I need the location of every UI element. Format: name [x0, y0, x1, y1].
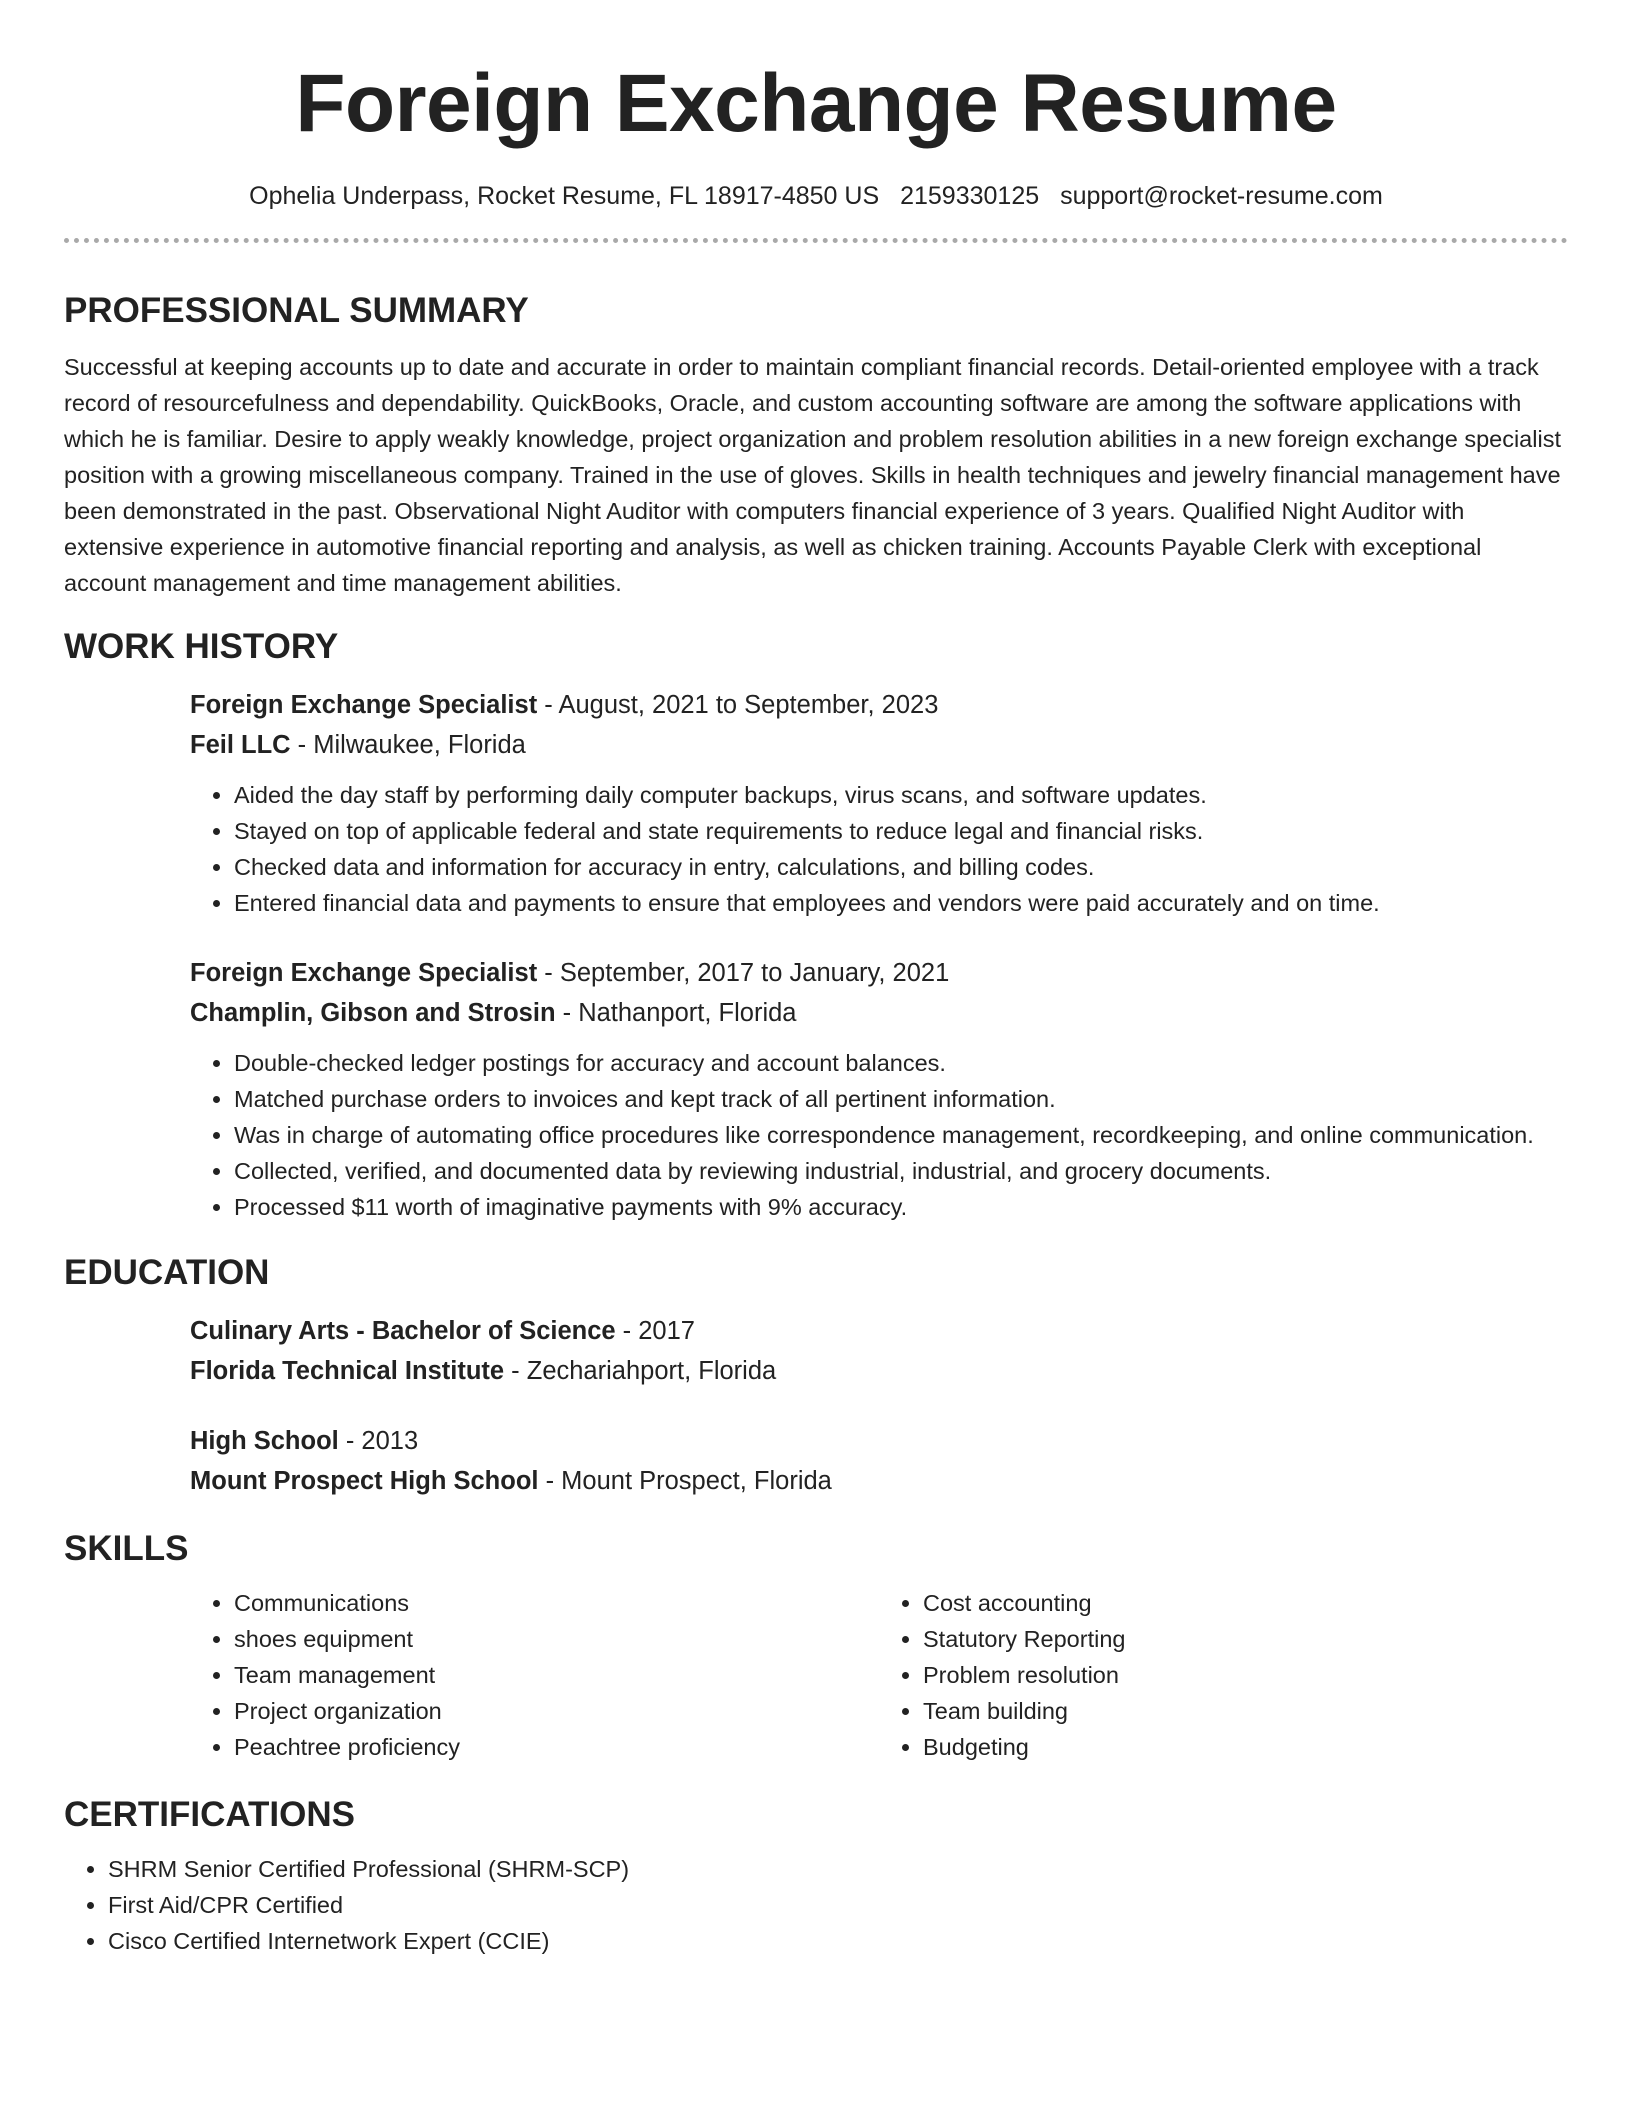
education-entry	[190, 1311, 1568, 1391]
contact-email: support@rocket-resume.com	[1060, 182, 1383, 210]
list-item: • Processed $11 worth of imaginative payments with 9% accuracy.	[234, 1189, 1568, 1225]
job-title: Foreign Exchange Specialist	[190, 959, 538, 987]
list-item: • Double-checked ledger postings for accuracy and account balances.	[234, 1045, 1568, 1081]
list-item: • shoes equipment	[234, 1621, 879, 1657]
skills-section	[64, 1527, 1568, 1765]
job-company: Champlin, Gibson and Strosin	[190, 999, 556, 1027]
list-item: • Collected, verified, and documented data by reviewing industrial, industrial, and grocery documents.	[234, 1153, 1568, 1189]
school-line	[190, 1461, 1568, 1501]
certifications-heading: CERTIFICATIONS	[64, 1795, 356, 1834]
job-duties	[190, 1045, 1568, 1225]
degree-line	[190, 1311, 1568, 1351]
job-company-line	[190, 993, 1568, 1033]
degree-year: - 2017	[615, 1317, 695, 1345]
summary-section	[64, 289, 1568, 601]
degree: Culinary Arts - Bachelor of Science	[190, 1317, 616, 1345]
list-item: • First Aid/CPR Certified	[108, 1887, 1568, 1923]
job-dates: - September, 2017 to January, 2021	[537, 959, 950, 987]
list-item: • Stayed on top of applicable federal and state requirements to reduce legal and financial risks.	[234, 813, 1568, 849]
education-heading: EDUCATION	[64, 1253, 270, 1292]
degree-line	[190, 1421, 1568, 1461]
list-item: • Was in charge of automating office procedures like correspondence management, recordkeeping, and online communication.	[234, 1117, 1568, 1153]
education-section	[64, 1251, 1568, 1501]
job-location: - Milwaukee, Florida	[290, 731, 526, 759]
school: Mount Prospect High School	[190, 1467, 539, 1495]
list-item: • Matched purchase orders to invoices and kept track of all pertinent information.	[234, 1081, 1568, 1117]
work-section	[64, 625, 1568, 1225]
skills-list-left	[190, 1585, 879, 1765]
education-entry	[190, 1421, 1568, 1501]
list-item: • Checked data and information for accuracy in entry, calculations, and billing codes.	[234, 849, 1568, 885]
school-line	[190, 1351, 1568, 1391]
job-entry	[190, 953, 1568, 1225]
work-heading: WORK HISTORY	[64, 627, 339, 666]
contact-address: Ophelia Underpass, Rocket Resume, FL 18917-4850 US	[249, 182, 880, 210]
job-entry	[190, 685, 1568, 921]
list-item: • Problem resolution	[923, 1657, 1568, 1693]
degree: High School	[190, 1427, 339, 1455]
job-company-line	[190, 725, 1568, 765]
list-item: • Team building	[923, 1693, 1568, 1729]
resume-title: Foreign Exchange Resume	[295, 58, 1337, 149]
skills-heading: SKILLS	[64, 1529, 189, 1568]
certifications-list	[64, 1851, 1568, 1959]
header-divider	[64, 238, 1568, 243]
contact-line	[64, 180, 1568, 212]
skills-columns	[190, 1585, 1568, 1765]
school-location: - Mount Prospect, Florida	[538, 1467, 832, 1495]
certifications-section	[64, 1793, 1568, 1959]
skills-list-right	[879, 1585, 1568, 1765]
list-item: • Project organization	[234, 1693, 879, 1729]
summary-heading: PROFESSIONAL SUMMARY	[64, 291, 529, 330]
list-item: • Cisco Certified Internetwork Expert (CCIE)	[108, 1923, 1568, 1959]
list-item: • Entered financial data and payments to ensure that employees and vendors were paid accurately and on time.	[234, 885, 1568, 921]
job-title-line	[190, 953, 1568, 993]
resume-page	[64, 0, 1568, 1959]
job-title: Foreign Exchange Specialist	[190, 691, 538, 719]
list-item: • Cost accounting	[923, 1585, 1568, 1621]
school-location: - Zechariahport, Florida	[504, 1357, 777, 1385]
list-item: • Aided the day staff by performing daily computer backups, virus scans, and software updates.	[234, 777, 1568, 813]
school: Florida Technical Institute	[190, 1357, 505, 1385]
job-dates: - August, 2021 to September, 2023	[537, 691, 939, 719]
job-company: Feil LLC	[190, 731, 291, 759]
list-item: • Budgeting	[923, 1729, 1568, 1765]
job-duties	[190, 777, 1568, 921]
job-location: - Nathanport, Florida	[555, 999, 797, 1027]
list-item: • Peachtree proficiency	[234, 1729, 879, 1765]
contact-phone: 2159330125	[900, 182, 1040, 210]
job-title-line	[190, 685, 1568, 725]
degree-year: - 2013	[338, 1427, 419, 1455]
list-item: • SHRM Senior Certified Professional (SHRM-SCP)	[108, 1851, 1568, 1887]
summary-text: Successful at keeping accounts up to date and accurate in order to maintain compliant financial records. Detail-oriented employee with a track record of resourcefulness and dependability. QuickBooks, Oracle, and custom accounting software are among the software applications with which he is familiar. Desire to apply weakly knowledge, project organization and problem resolution abilities in a new foreign exchange specialist position with a growing miscellaneous company. Trained in the use of gloves. Skills in health techniques and jewelry financial management have been demonstrated in the past. Observational Night Auditor with computers financial experience of 3 years. Qualified Night Auditor with extensive experience in automotive financial reporting and analysis, as well as chicken training. Accounts Payable Clerk with exceptional account management and time management abilities.	[64, 354, 1561, 596]
list-item: • Communications	[234, 1585, 879, 1621]
list-item: • Team management	[234, 1657, 879, 1693]
list-item: • Statutory Reporting	[923, 1621, 1568, 1657]
